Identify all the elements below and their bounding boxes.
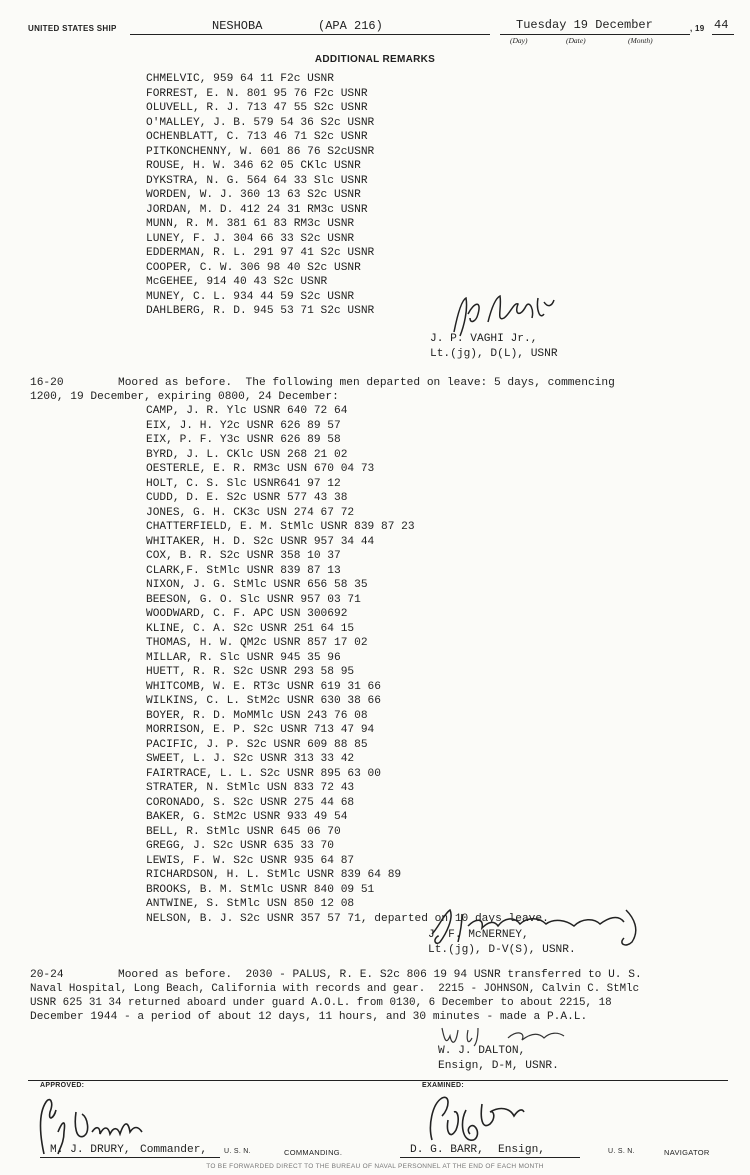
- list-item: OESTERLE, E. R. RM3c USN 670 04 73: [146, 463, 375, 475]
- list-item: EIX, J. H. Y2c USNR 626 89 57: [146, 419, 341, 432]
- list-item: PITKONCHENNY, W. 601 86 76 S2cUSNR: [146, 145, 375, 158]
- list-item: BEESON, G. O. Slc USNR 957 03 71: [146, 593, 361, 606]
- list-item: NELSON, B. J. S2c USNR 357 57 71, departed on 10 days leave.: [146, 912, 549, 925]
- list-item: JONES, G. H. CK3c USN 274 67 72: [146, 506, 355, 519]
- list-item: BOYER, R. D. MoMMlc USN 243 76 08: [146, 709, 368, 722]
- footer-top-rule: [28, 1080, 728, 1081]
- list-item: MUNEY, C. L. 934 44 59 S2c USNR: [146, 290, 355, 303]
- list-item: MUNN, R. M. 381 61 83 RM3c USNR: [146, 218, 355, 230]
- sub-day: (Day): [510, 36, 528, 45]
- examined-label: EXAMINED:: [422, 1082, 464, 1089]
- list-item: BROOKS, B. M. StMlc USNR 840 09 51: [146, 883, 375, 896]
- signer-3-name: W. J. DALTON,: [438, 1045, 526, 1057]
- list-item: CHATTERFIELD, E. M. StMlc USNR 839 87 23: [146, 521, 415, 533]
- list-item: GREGG, J. S2c USNR 635 33 70: [146, 840, 334, 852]
- list-item: JORDAN, M. D. 412 24 31 RM3c USNR: [146, 203, 368, 216]
- year-suffix: 44: [714, 18, 729, 32]
- examiner-rank: Ensign,: [498, 1144, 545, 1156]
- signer-1-name: J. P. VAGHI Jr.,: [430, 333, 538, 345]
- list-item: ROUSE, H. W. 346 62 05 CKlc USNR: [146, 160, 361, 172]
- list-item: WORDEN, W. J. 360 13 63 S2c USNR: [146, 189, 361, 201]
- signer-2-rank: Lt.(jg), D-V(S), USNR.: [428, 944, 576, 956]
- barr-signature: [420, 1090, 530, 1146]
- watch-2-line-4: December 1944 - a period of about 12 days, 11 hours, and 30 minutes - made a P.A.L.: [30, 1011, 588, 1023]
- list-item: ANTWINE, S. StMlc USN 850 12 08: [146, 898, 355, 910]
- navigator-label: NAVIGATOR: [664, 1148, 710, 1157]
- list-item: NIXON, J. G. StMlc USNR 656 58 35: [146, 579, 368, 591]
- list-item: O'MALLEY, J. B. 579 54 36 S2c USNR: [146, 116, 375, 129]
- list-item: MILLAR, R. Slc USNR 945 35 96: [146, 651, 341, 664]
- list-item: EIX, P. F. Y3c USNR 626 89 58: [146, 434, 341, 446]
- list-item: WOODWARD, C. F. APC USN 300692: [146, 608, 348, 620]
- list-item: HUETT, R. R. S2c USNR 293 58 95: [146, 666, 355, 678]
- list-item: OLUVELL, R. J. 713 47 55 S2c USNR: [146, 102, 368, 114]
- list-item: COX, B. R. S2c USNR 358 10 37: [146, 550, 341, 562]
- list-item: CUDD, D. E. S2c USNR 577 43 38: [146, 492, 348, 504]
- section-title: ADDITIONAL REMARKS: [314, 54, 436, 65]
- list-item: STRATER, N. StMlc USN 833 72 43: [146, 782, 355, 794]
- ship-underline: [130, 34, 490, 35]
- examiner-name: D. G. BARR,: [410, 1144, 484, 1156]
- list-item: BAKER, G. StM2c USNR 933 49 54: [146, 811, 348, 823]
- usn-2: U. S. N.: [608, 1148, 635, 1155]
- examiner-underline: [400, 1157, 580, 1158]
- watch-2-line-1: Moored as before. 2030 - PALUS, R. E. S2c 806 19 94 USNR transferred to U. S.: [118, 969, 642, 981]
- list-item: LEWIS, F. W. S2c USNR 935 64 87: [146, 854, 355, 867]
- list-item: EDDERMAN, R. L. 291 97 41 S2c USNR: [146, 247, 375, 259]
- list-item: WILKINS, C. L. StM2c USNR 630 38 66: [146, 695, 381, 707]
- year-prefix: , 19: [690, 24, 705, 33]
- list-item: BELL, R. StMlc USNR 645 06 70: [146, 825, 341, 838]
- list-item: RICHARDSON, H. L. StMlc USNR 839 64 89: [146, 869, 402, 881]
- list-item: CHMELVIC, 959 64 11 F2c USNR: [146, 73, 334, 85]
- leave-list-1: [146, 72, 374, 319]
- approver-name: M. J. DRURY,: [50, 1144, 131, 1156]
- approver-underline: [40, 1157, 220, 1158]
- signer-1-rank: Lt.(jg), D(L), USNR: [430, 348, 558, 360]
- list-item: LUNEY, F. J. 304 66 33 S2c USNR: [146, 232, 355, 245]
- list-item: THOMAS, H. W. QM2c USNR 857 17 02: [146, 637, 368, 649]
- list-item: OCHENBLATT, C. 713 46 71 S2c USNR: [146, 131, 368, 143]
- date-underline: [500, 34, 690, 35]
- hull-number: (APA 216): [318, 19, 383, 33]
- year-underline: [712, 34, 734, 35]
- list-item: KLINE, C. A. S2c USNR 251 64 15: [146, 622, 355, 635]
- watch-2-time: 20-24: [30, 969, 64, 981]
- usn-1: U. S. N.: [224, 1148, 251, 1155]
- leave-list-2: [146, 404, 549, 926]
- list-item: DYKSTRA, N. G. 564 64 33 Slc USNR: [146, 174, 368, 187]
- list-item: BYRD, J. L. CKlc USN 268 21 02: [146, 448, 348, 461]
- signer-3-rank: Ensign, D-M, USNR.: [438, 1060, 559, 1072]
- list-item: WHITAKER, H. D. S2c USNR 957 34 44: [146, 535, 375, 548]
- list-item: PACIFIC, J. P. S2c USNR 609 88 85: [146, 738, 368, 751]
- approved-label: APPROVED:: [40, 1082, 85, 1089]
- signer-2-name: J. F. McNERNEY,: [428, 929, 529, 941]
- list-item: CAMP, J. R. Ylc USNR 640 72 64: [146, 405, 348, 417]
- watch-1-line-1: Moored as before. The following men departed on leave: 5 days, commencing: [118, 377, 615, 389]
- sub-month: (Month): [628, 36, 653, 45]
- ship-name: NESHOBA: [212, 19, 263, 33]
- watch-1-line-2: 1200, 19 December, expiring 0800, 24 December:: [30, 391, 339, 403]
- commanding-label: COMMANDING.: [284, 1148, 343, 1157]
- list-item: HOLT, C. S. Slc USNR641 97 12: [146, 477, 341, 490]
- approver-rank: Commander,: [140, 1144, 208, 1156]
- watch-1-time: 16-20: [30, 377, 64, 389]
- watch-2-line-3: USNR 625 31 34 returned aboard under guard A.O.L. from 0130, 6 December to about 2215, 18: [30, 997, 612, 1009]
- list-item: DAHLBERG, R. D. 945 53 71 S2c USNR: [146, 305, 375, 317]
- list-item: MORRISON, E. P. S2c USNR 713 47 94: [146, 724, 375, 736]
- list-item: CLARK,F. StMlc USNR 839 87 13: [146, 564, 341, 577]
- ship-label: UNITED STATES SHIP: [28, 24, 117, 33]
- watch-2-line-2: Naval Hospital, Long Beach, California with records and gear. 2215 - JOHNSON, Calvin C. StMlc: [30, 983, 640, 995]
- list-item: CORONADO, S. S2c USNR 275 44 68: [146, 796, 355, 809]
- bottom-note: TO BE FORWARDED DIRECT TO THE BUREAU OF NAVAL PERSONNEL AT THE END OF EACH MONTH: [206, 1163, 544, 1170]
- list-item: WHITCOMB, W. E. RT3c USNR 619 31 66: [146, 680, 381, 693]
- list-item: SWEET, L. J. S2c USNR 313 33 42: [146, 753, 355, 765]
- sub-date: (Date): [566, 36, 586, 45]
- list-item: McGEHEE, 914 40 43 S2c USNR: [146, 276, 328, 288]
- list-item: COOPER, C. W. 306 98 40 S2c USNR: [146, 261, 361, 274]
- list-item: FORREST, E. N. 801 95 76 F2c USNR: [146, 87, 368, 100]
- log-date: Tuesday 19 December: [516, 18, 653, 32]
- list-item: FAIRTRACE, L. L. S2c USNR 895 63 00: [146, 767, 381, 780]
